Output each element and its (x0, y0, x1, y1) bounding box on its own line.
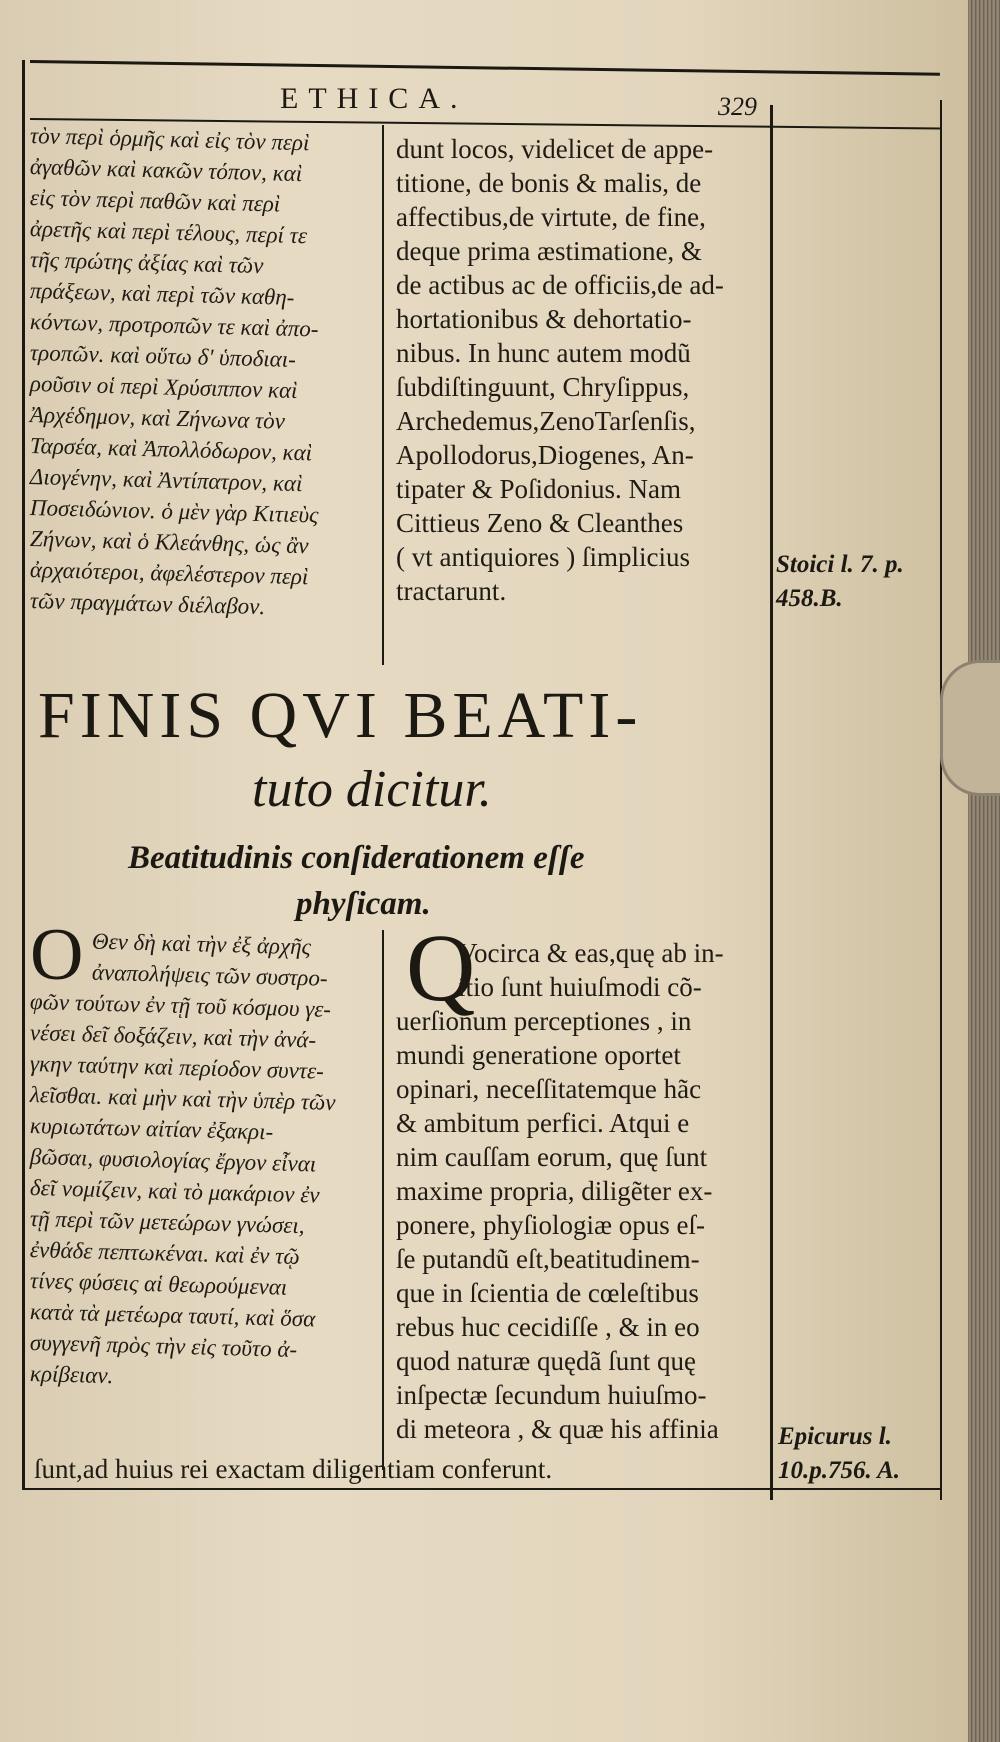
greek-dropcap: Ο (30, 914, 84, 996)
latin-line: mundi generatione oportet (396, 1040, 681, 1070)
latin-line: affectibus,de virtute, de fine, (396, 202, 706, 232)
closing-line: ſunt,ad huius rei exactam diligentiam conferunt. (34, 1454, 553, 1484)
section-heading-cont: phyſicam. (296, 886, 431, 922)
greek-line: Ἀρχέδημον, καὶ Ζήνωνα τὸν (29, 402, 286, 434)
latin-line: uerſionum perceptiones , in (396, 1006, 692, 1036)
latin-line: & ambitum perfici. Atqui e (396, 1108, 690, 1138)
greek-line: νέσει δεῖ δοξάζειν, καὶ τὴν ἀνά- (29, 1020, 317, 1053)
running-header: ETHICA. (280, 82, 468, 115)
latin-line: ſe putandũ eſt,beatitudinem- (396, 1244, 700, 1274)
latin-line: tipater & Poſidonius. Nam (396, 474, 681, 504)
margin-rule-outer (940, 100, 942, 1500)
latin-line: Cittieus Zeno & Cleanthes (396, 508, 684, 538)
page-number: 329 (718, 92, 757, 121)
margin-note-line: Epicurus l. (778, 1423, 892, 1450)
greek-line: λεῖσθαι. καὶ μὴν καὶ τὴν ὑπὲρ τῶν (29, 1082, 336, 1115)
greek-line: τὸν περὶ ὁρμῆς καὶ εἰς τὸν περὶ (29, 123, 310, 156)
greek-line: κόντων, προτροπῶν τε καὶ ἀπο- (29, 309, 319, 342)
greek-line: ἀρετῆς καὶ περὶ τέλους, περί τε (29, 216, 308, 249)
header-rule (30, 60, 940, 76)
latin-line: dunt locos, videlicet de appe- (396, 134, 714, 164)
page-clasp (940, 660, 1000, 796)
latin-line: maxime propria, diligẽter ex- (396, 1176, 713, 1206)
greek-line: κρίβειαν. (29, 1361, 114, 1389)
greek-line: γκην ταύτην καὶ περίοδον συντε- (29, 1051, 325, 1084)
greek-line: Ζήνων, καὶ ὁ Κλεάνθης, ὡς ἂν (29, 526, 309, 559)
greek-line: ἀγαθῶν καὶ κακῶν τόπον, καὶ (29, 154, 303, 187)
section-subtitle: tuto dicitur. (252, 761, 492, 818)
latin-line: tractarunt. (396, 576, 507, 606)
greek-line: ἐνθάδε πεπτωκέναι. καὶ ἐν τῷ (29, 1237, 300, 1270)
margin-rule-right (770, 105, 773, 1500)
latin-column-bottom (396, 936, 724, 1446)
margin-note-stoici (776, 548, 904, 616)
section-title: FINIS QVI BEATI- (38, 679, 643, 752)
latin-column-top (396, 132, 724, 608)
latin-line: nibus. In hunc autem modũ (396, 338, 691, 368)
latin-line: itio ſunt huiuſmodi cõ- (458, 972, 702, 1002)
latin-line: Archedemus,ZenoTarſenſis, (396, 406, 696, 436)
section-heading: Beatitudinis conſiderationem eſſe (128, 840, 585, 876)
page-edge-stack (968, 0, 1000, 1742)
latin-line: nim cauſſam eorum, quę ſunt (396, 1142, 708, 1172)
greek-line: Διογένην, καὶ Ἀντίπατρον, καὶ (29, 464, 303, 497)
greek-line: κυριωτάτων αἰτίαν ἐξακρι- (29, 1113, 274, 1145)
greek-line: βῶσαι, φυσιολογίας ἔργον εἶναι (29, 1144, 317, 1177)
latin-line: Vocirca & eas,quę ab in- (458, 938, 724, 968)
margin-note-line: Stoici l. 7. p. (776, 551, 904, 578)
bottom-frame-rule (22, 1488, 940, 1490)
greek-column-top (29, 120, 319, 620)
margin-note-epicurus (778, 1420, 900, 1488)
latin-line: quod naturæ quędã ſunt quę (396, 1346, 696, 1376)
greek-line: συγγενῆ πρὸς τὴν εἰς τοῦτο ἀ- (29, 1330, 298, 1362)
greek-line: τίνες φύσεις αἱ θεωρούμεναι (29, 1268, 288, 1300)
latin-line: Apollodorus,Diogenes, An- (396, 440, 694, 470)
latin-line: deque prima æstimatione, & (396, 236, 702, 266)
greek-line: Ταρσέα, καὶ Ἀπολλόδωρον, καὶ (29, 433, 313, 466)
column-divider-bottom (382, 930, 384, 1470)
latin-line: ponere, phyſiologiæ opus eſ- (396, 1210, 705, 1240)
latin-line: rebus huc cecidiſſe , & in eo (396, 1312, 700, 1342)
latin-line: hortationibus & dehortatio- (396, 304, 692, 334)
greek-line: ἀναπολήψεις τῶν συστρο- (91, 959, 328, 991)
greek-line: τροπῶν. καὶ οὕτω δ' ὑποδιαι- (29, 340, 297, 372)
greek-line: τῇ περὶ τῶν μετεώρων γνώσει, (29, 1206, 305, 1239)
latin-line: de actibus ac de officiis,de ad- (396, 270, 724, 300)
latin-line: ſubdiſtinguunt, Chryſippus, (396, 372, 690, 402)
greek-line: τῶν πραγμάτων διέλαβον. (29, 588, 266, 620)
latin-line: inſpectæ ſecundum huiuſmo- (396, 1380, 707, 1410)
margin-note-line: 458.B. (776, 585, 843, 612)
greek-line: ροῦσιν οἱ περὶ Χρύσιππον καὶ (29, 371, 298, 404)
latin-line: titione, de bonis & malis, de (396, 168, 702, 198)
greek-line: τῆς πρώτης ἀξίας καὶ τῶν (29, 247, 264, 279)
greek-line: ἀρχαιότεροι, ἀφελέστερον περὶ (29, 557, 309, 590)
latin-line: que in ſcientia de cœleſtibus (396, 1278, 699, 1308)
greek-line: Θεν δὴ καὶ τὴν ἐξ ἀρχῆς (91, 928, 312, 960)
greek-line: φῶν τούτων ἐν τῇ τοῦ κόσμου γε- (29, 989, 332, 1022)
greek-column-bottom (30, 924, 336, 1389)
latin-line: di meteora , & quæ his affinia (396, 1414, 719, 1444)
latin-dropcap: Q (406, 914, 476, 1021)
column-divider-top (382, 125, 384, 665)
greek-line: δεῖ νομίζειν, καὶ τὸ μακάριον ἐν (29, 1175, 320, 1208)
greek-line: κατὰ τὰ μετέωρα ταυτί, καὶ ὅσα (29, 1299, 316, 1332)
greek-line: εἰς τὸν περὶ παθῶν καὶ περὶ (29, 185, 281, 217)
latin-line: opinari, neceſſitatemque hãc (396, 1074, 702, 1104)
left-frame-rule (22, 60, 25, 1490)
greek-line: πράξεων, καὶ περὶ τῶν καθη- (29, 278, 295, 310)
margin-note-line: 10.p.756. A. (778, 1457, 900, 1484)
latin-line: ( vt antiquiores ) ſimplicius (396, 542, 690, 572)
greek-line: Ποσειδώνιον. ὁ μὲν γὰρ Κιτιεὺς (29, 495, 319, 528)
